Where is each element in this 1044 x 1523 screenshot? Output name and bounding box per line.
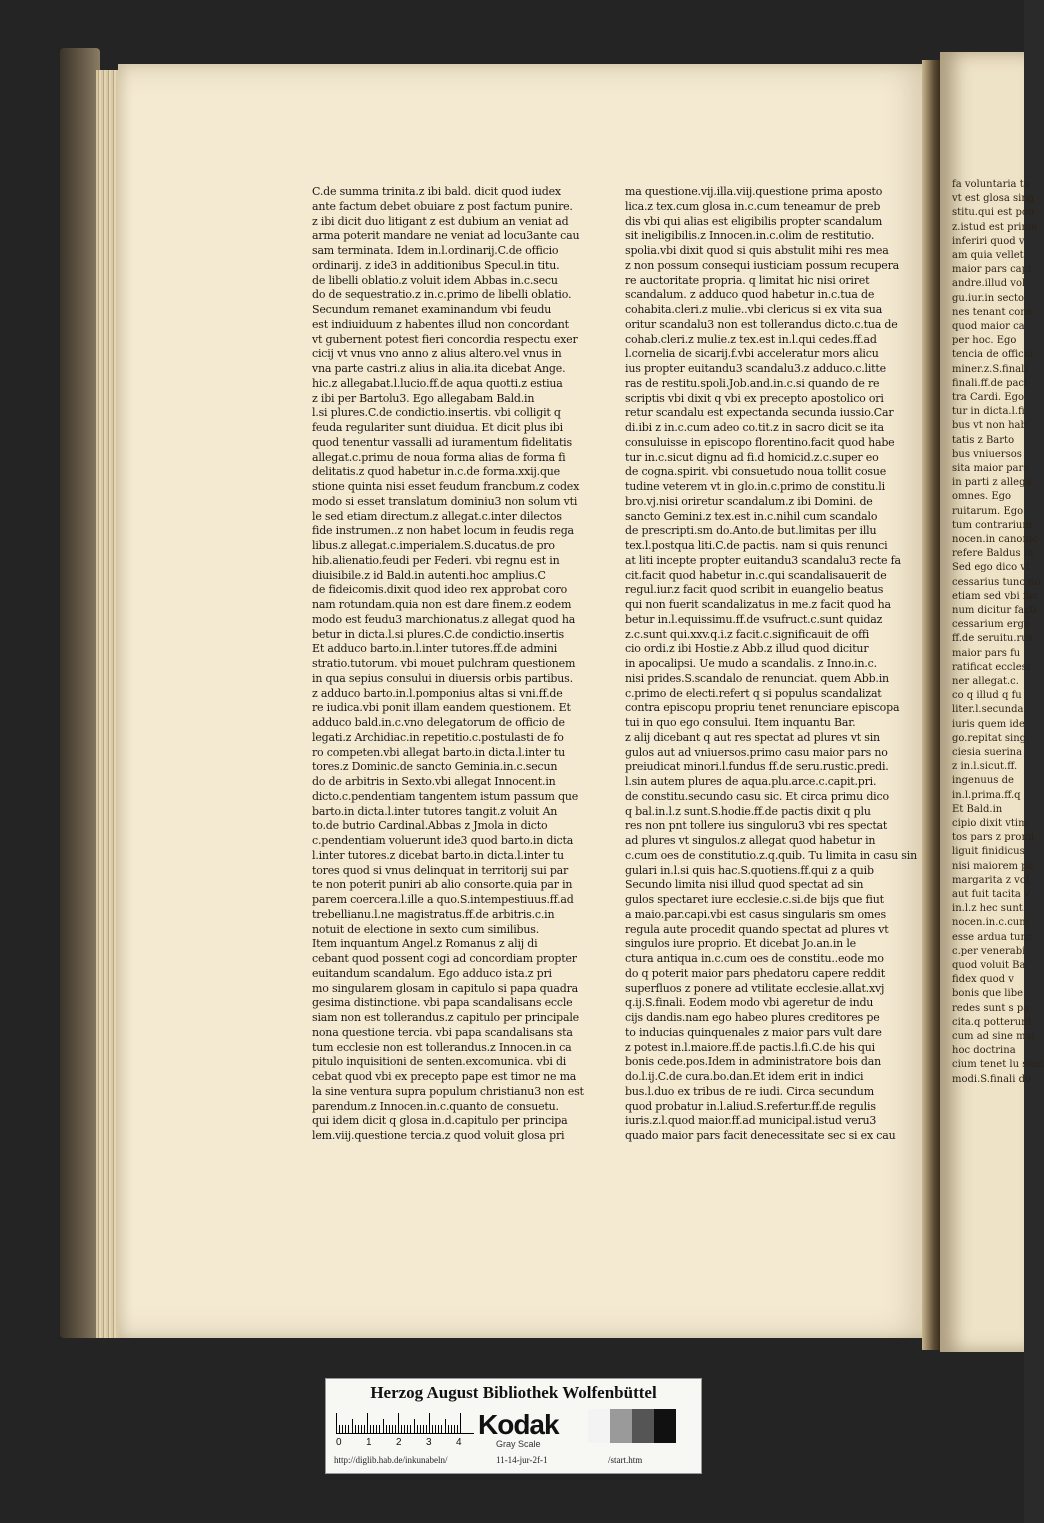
text-line: tum ecclesie non est tollerandus.z Innocen.in ca [312,1040,572,1054]
text-line: num dicitur facti [952,605,1037,616]
ruler-tick [392,1425,393,1433]
text-line: c.pendentiam voluerunt ide3 quod barto.in dicta [312,834,574,847]
text-line: singulos iure proprio. Et dicebat Jo.an.in le [625,937,856,951]
text-line: tudine veterem vt in glo.in.c.primo de constitu.li [625,480,885,493]
text-line: de prescripti.sm do.Anto.de but.limitas per illu [625,524,877,538]
text-line: to inducias quinquenales z maior pars vult dare [625,1025,882,1039]
text-line: nocen.in canonic [952,534,1038,545]
ruler-tick [460,1413,461,1433]
text-line: tur in.c.sicut dignu ad fi.d homicid.z.c.super eo [625,450,879,464]
text-line: esse ardua tunc [952,931,1033,943]
text-line: regula aute procedit quando spectat ad plures vt [625,922,889,936]
text-line: tores quod si vnus delinquat in territorij sui par [312,863,569,877]
ruler-tick [370,1425,371,1433]
text-line: spolia.vbi dixit quod si quis abstulit mihi res mea [625,244,889,257]
gray-swatch [610,1409,632,1443]
text-line: redes sunt s pa [952,1002,1030,1014]
ruler-tick [410,1425,411,1433]
text-line: stratio.tutorum. vbi mouet pulchram questionem [312,657,576,670]
text-line: qui idem dicit q glosa in.d.capitulo per principa [312,1114,568,1128]
ruler-tick [358,1425,359,1433]
text-line: z non possum consequi iusticiam possum recupera [625,258,900,272]
text-line: la sine ventura supra populum christianu3 non est [312,1084,584,1098]
card-title: Herzog August Bibliothek Wolfenbüttel [370,1383,657,1402]
text-line: modi.S.finali do [952,1073,1032,1085]
text-line: trebellianu.l.ne magistratus.ff.de arbitris.c.in [312,907,555,921]
text-line: ruitarum. Ego [952,505,1024,517]
text-line: z alij dicebant q aut res spectat ad plures vt sin [625,730,880,744]
scale-number: 2 [396,1437,402,1448]
text-line: le sed etiam directum.z allegat.c.inter dilectos [312,509,562,523]
text-line: nisi maiorem pa [952,860,1034,872]
text-line: Item inquantum Angel.z Romanus z alij di [312,937,538,951]
text-line: vt gubernent potest fieri concordia respectu exer [312,332,578,346]
text-line: ner allegat.c. [952,676,1019,687]
text-line: fa voluntaria tu [952,179,1031,190]
text-line: cohab.cleri.z mulie.z tex.est in.l.qui cedes.ff.ad [625,332,877,346]
text-line: refere Baldus in [952,548,1034,560]
text-line: a maio.par.capi.vbi est casus singularis sm omes [625,907,886,921]
text-line: Et adduco barto.in.l.inter tutores.ff.de admini [312,642,558,656]
text-line: to.de butrio Cardinal.Abbas z Jmola in dicto [312,819,548,833]
text-line: vt est glosa sing [952,193,1035,205]
text-line: q.ij.S.finali. Eodem modo vbi ageretur de indu [625,996,874,1010]
ruler-tick [364,1425,365,1433]
text-line: euitandum scandalum. Ego adduco ista.z pri [312,966,552,980]
text-line: diuisibile.z id Bald.in autenti.hoc amplius.C [312,568,546,582]
text-line: nes tenant cons [952,306,1032,318]
text-line: modo si esset translatum dominiu3 non solum vti [312,494,578,508]
text-line: quod tenentur vassalli ad iuramentum fidelitatis [312,435,572,449]
text-line: scandalum. z adduco quod habetur in.c.tua de [625,288,875,302]
text-line: gu.iur.in secto [952,292,1025,304]
text-line: lica.z tex.cum glosa in.c.cum teneamur de preb [625,199,881,213]
text-line: te non poterit puniri ab alio consorte.quia par in [312,878,573,892]
text-line: fide instrumen..z non habet locum in feudis rega [312,524,574,538]
ruler-tick [420,1425,421,1433]
text-line: preiudicat minori.l.fundus ff.de seru.rustic.predi. [625,760,889,774]
text-line: aut fuit tacita v [952,889,1030,900]
text-line: lem.viij.questione tercia.z quod voluit glosa pri [312,1129,565,1142]
text-line: scriptis vbi dixit q vbi ex precepto apostolico ori [625,391,884,405]
text-line: liter.l.secunda [952,704,1024,716]
text-line: hib.alienatio.feudi per Federi. vbi regnu est in [312,553,560,567]
ruler-tick [429,1413,430,1433]
text-line: tur in dicta.l.fi [952,406,1025,418]
gray-swatch [632,1409,654,1443]
text-line: liguit finidicus [952,846,1025,858]
text-line: retur scandalu est expectanda secunda iussio.Car [625,406,894,420]
ruler-tick [457,1425,458,1433]
text-line: stitu.qui est pon [952,207,1035,219]
text-line: z in.l.sicut.ff. [952,761,1018,773]
text-line: mo singularem glosam in capitulo si papa quadra [312,981,579,995]
text-line: do de sequestratio.z in.c.primo de libelli oblatio. [312,288,572,302]
text-line: de fideicomis.dixit quod ideo rex approbat coro [312,583,568,597]
text-line: andre.illud vol [952,278,1026,290]
text-line: arma poterit mandare ne veniat ad locu3ante cau [312,229,580,243]
text-line: adduco bald.in.c.vno delegatorum de officio de [312,716,565,729]
text-line: cit.facit quod habetur in.c.qui scandalisauerit de [625,568,887,582]
text-line: cessarium ergo [952,619,1030,631]
text-line: tos pars z promi [952,832,1035,844]
text-line: bus vt non hab [952,420,1027,432]
text-line: iuris quem ide [952,718,1025,730]
text-line: z adduco barto.in.l.pomponius altas si vni.ff.de [312,686,563,700]
ruler-tick [389,1425,390,1433]
ruler-tick [336,1413,337,1433]
text-line: tatis z Barto [952,434,1015,446]
text-line: ad plures vt singulos.z allegat quod habetur in [625,834,876,847]
shelfmark: 11-14-jur-2f-1 [496,1455,548,1465]
text-line: z.c.sunt qui.xxv.q.i.z facit.c.significauit de offi [625,627,870,641]
text-line: nona questione tercia. vbi papa scandalisans sta [312,1025,573,1039]
text-line: ff.de seruitu.rus [952,633,1033,645]
ruler-tick [355,1425,356,1433]
text-line: quado maior pars facit denecessitate sec si ex cau [625,1129,896,1142]
text-line: feuda regulariter sunt diuidua. Et dicit plus ibi [312,421,563,434]
book-edge-shadow [60,48,100,1338]
text-line: in qua sepius consului in diuersis orbis partibus. [312,671,573,685]
text-line: c.per venerabi [952,945,1026,957]
text-line: allegat.c.primu de noua forma alias de forma fi [312,450,566,464]
text-line: regul.iur.z facit quod scribit in euangelio beatus [625,583,884,597]
text-line: am quia vellet [952,250,1024,261]
text-line: per hoc. Ego [952,335,1017,347]
scale-number: 4 [456,1437,462,1448]
text-line: notuit de electione in sexto cum similibus. [312,922,540,936]
text-line: est indiuiduum z habentes illud non concordant [312,317,569,331]
text-line: do q poterit maior pars phedatoru capere reddit [625,966,885,980]
ruler-tick [373,1425,374,1433]
text-line: cijs dandis.nam ego habeo plures creditores pe [625,1011,880,1024]
text-line: z ibi per Bartolu3. Ego allegabam Bald.in [312,391,535,405]
text-line: in apocalipsi. Ue mudo a scandalis. z Inno.in.c. [625,657,877,670]
ruler-tick [348,1425,349,1433]
text-line: maior pars capi [952,264,1032,276]
text-line: tencia de officio [952,349,1033,361]
text-line: hic.z allegabat.l.lucio.ff.de aqua quotti.z estiua [312,376,563,390]
ruler-tick [342,1425,343,1433]
text-line: tra Cardi. Ego [952,392,1025,403]
text-line: q bal.in.l.z sunt.S.hodie.ff.de pactis dixit q plu [625,804,871,818]
kodak-logo: Kodak [478,1409,559,1440]
text-line: oritur scandalu3 non est tollerandus dicto.c.tua de [625,317,898,331]
text-line: hoc doctrina [952,1045,1016,1057]
text-line: Secundum remanet examinandum vbi feudu [312,303,552,316]
text-line: tui in quo ego consului. Item inquantu Bar. [625,716,856,729]
text-line: cebant quod possent cogi ad concordiam propter [312,952,577,965]
text-line: ro competen.vbi allegat barto.in dicta.l.inter tu [312,745,566,759]
text-line: co q illud q fu [952,690,1022,702]
ruler-tick [451,1425,452,1433]
ruler-scale [336,1411,474,1434]
text-line: quod voluit Ba [952,960,1026,971]
text-line: ratificat ecclesi [952,661,1030,673]
text-column-right [625,185,917,1144]
text-line: parem coercera.l.ille a quo.S.intempestiuus.ff.ad [312,893,574,906]
ruler-tick [445,1419,446,1433]
text-line: delitatis.z quod habetur in.c.de forma.xxij.que [312,465,560,479]
text-line: in.l.prima.ff.q [952,789,1021,801]
ruler-tick [417,1425,418,1433]
text-line: cohabita.cleri.z mulie..vbi clericus si ex vita sua [625,303,883,316]
text-line: iuris.z.l.quod maior.ff.ad municipal.istud veru3 [625,1114,877,1128]
scale-number: 3 [426,1437,432,1448]
text-line: nisi prides.S.scandalo de renunciat. quem Abb.in [625,671,889,685]
text-line: de constitu.secundo casu sic. Et circa primu dico [625,789,889,803]
text-line: barto.in dicta.l.inter tutores tangit.z voluit An [312,804,558,818]
text-line: sita maior pars [952,463,1029,474]
ruler-tick [435,1425,436,1433]
text-line: tum contrarium [952,519,1032,531]
ruler-tick [423,1425,424,1433]
ruler-tick [395,1425,396,1433]
text-line: in.l.z hec sunt. [952,903,1026,915]
text-line: c.primo de electi.refert q si populus scandalizat [625,686,882,700]
text-line: qui non fuerit scandalizatus in me.z facit quod ha [625,598,891,611]
text-line: Secundo limita nisi illud quod spectat ad sin [625,878,864,892]
text-line: ius propter euitandu3 scandalu3.z adduco.c.litte [625,362,886,375]
text-line: margarita z vol [952,874,1030,886]
text-line: de cogna.spirit. vbi consuetudo noua tollit cosue [625,465,887,479]
gray-swatch [588,1409,610,1443]
ruler-tick [367,1413,368,1433]
text-line: quod probatur in.l.aliud.S.refertur.ff.de regulis [625,1099,876,1113]
ruler-tick [448,1425,449,1433]
text-line: ras de restitu.spoli.Job.and.in.c.si quando de re [625,376,880,390]
gray-swatch [654,1409,676,1443]
text-line: res non pnt tollere ius singuloru3 vbi res spectat [625,819,888,833]
text-line: Et Bald.in [952,803,1003,815]
ruler-tick [352,1419,353,1433]
text-line: tex.l.postqua liti.C.de pactis. nam si quis renunci [625,539,888,552]
text-line: C.de summa trinita.z ibi bald. dicit quod iudex [312,185,561,198]
text-line: go.repitat sing [952,732,1027,744]
ruler-tick [414,1419,415,1433]
text-line: de libelli oblatio.z voluit idem Abbas in.c.secu [312,273,558,287]
text-line: sancto Gemini.z tex.est in.c.nihil cum scandalo [625,509,878,523]
ruler-tick [379,1425,380,1433]
text-line: nam rotundam.quia non est dare finem.z eodem [312,598,572,611]
text-line: siam non est tollerandus.z capitulo per principale [312,1011,579,1024]
text-line: do.l.ij.C.de cura.bo.dan.Et idem erit in indici [625,1070,864,1083]
text-line: bonis cede.pos.Idem in administratore bois dan [625,1055,882,1069]
right-page-fragment [940,52,1044,1352]
text-line: ingenuus de [952,775,1014,787]
text-line: betur in dicta.l.si plures.C.de condictio.insertis [312,627,564,641]
text-line: di.ibi z in.c.cum adeo co.tit.z in sacro dicit se ita [625,421,884,434]
text-line: Sed ego dico vt [952,562,1030,574]
text-line: cum ad sine maj [952,1031,1035,1042]
text-column-left [312,185,596,1144]
text-line: cessarius tunc no [952,576,1041,588]
text-line: gulos aut ad vniuersos.primo casu maior pars no [625,745,888,759]
text-line: c.cum oes de constitutio.z.q.quib. Tu limita in casu sin [625,848,917,862]
text-line: z ibi dicit duo litigant z est dubium an veniat ad [312,214,569,228]
text-line: ciesia suerina [952,747,1023,758]
text-line: omnes. Ego [952,491,1012,503]
text-line: dicto.c.pendentiam tangentem istum passum que [312,789,579,803]
text-line: dis vbi qui alias est eligibilis propter scandalum [625,214,883,228]
text-line: nocen.in.c.cum [952,917,1029,929]
text-line: superfluos z ponere ad vtilitate ecclesie.allat.xvj [625,981,885,995]
ruler-tick [345,1425,346,1433]
text-line: cium tenet lu sunt [952,1059,1044,1071]
start-link: /start.htm [608,1455,643,1465]
text-line: gulari in.l.si quis hac.S.quotiens.ff.qui z a quib [625,863,874,877]
text-line: ma questione.vij.illa.viij.questione prima aposto [625,185,883,198]
ruler-tick [432,1425,433,1433]
text-line: cita.q potterunt [952,1016,1032,1028]
text-line: finali.ff.de pact [952,377,1029,389]
text-line: etiam sed vbi fac [952,590,1039,602]
ruler-tick [376,1425,377,1433]
text-line: at liti incepte propter euitandu3 scandalu3 recte fa [625,553,901,567]
text-line: bro.vj.nisi oriretur scandalum.z ibi Domini. de [625,494,873,508]
ruler-tick [441,1425,442,1433]
text-line: z potest in.l.maiore.ff.de pactis.l.fi.C.de his qui [625,1040,875,1054]
text-line: do de arbitris in Sexto.vbi allegat Innocent.in [312,775,556,788]
text-line: pitulo inquisitioni de senten.excomunica. vbi di [312,1055,567,1069]
text-line: betur in.l.equissimu.ff.de vsufruct.c.sunt quidaz [625,612,883,626]
text-line: bonis que libe [952,988,1024,1000]
text-line: z.istud est primu [952,221,1038,233]
text-line: gesima distinctione. vbi papa scandalisans eccle [312,996,573,1010]
text-line: maior pars fu [952,647,1021,659]
text-line: l.cornelia de sicarij.f.vbi acceleratur mors alicu [625,347,879,361]
text-line: libus.z allegat.c.imperialem.S.ducatus.de pro [312,539,555,552]
text-line: inferiri quod v [952,235,1025,247]
ruler-tick [398,1413,399,1433]
text-line: l.inter tutores.z dicebat barto.in dicta.l.inter tu [312,848,564,862]
text-line: ante factum debet obuiare z post factum punire. [312,199,573,213]
text-line: bus.l.duo ex tribus de re iudi. Circa secundum [625,1084,874,1098]
text-line: parendum.z Innocen.in.c.quanto de consuetu. [312,1099,559,1113]
ruler-tick [386,1425,387,1433]
ruler-tick [401,1425,402,1433]
text-line: in parti z allega [952,477,1032,489]
text-line: re iudica.vbi ponit illam eandem questionem. Et [312,701,571,715]
text-line: cio ordi.z ibi Hostie.z Abb.z illud quod dicitur [625,642,869,656]
text-line: bus vniuersos [952,448,1022,460]
text-line: fidex quod v [952,974,1014,986]
text-line: consuluisse in episcopo florentino.facit quod habe [625,435,895,449]
text-line: quod maior ca [952,321,1025,332]
text-line: tores.z Dominic.de sancto Geminia.in.c.secun [312,760,558,774]
text-line: cipio dixit vtim [952,818,1028,829]
text-line: sam terminata. Idem in.l.ordinarij.C.de officio [312,244,559,257]
text-line: legati.z Archidiac.in repetitio.c.postulasti de fo [312,730,564,744]
scale-number: 1 [366,1437,372,1448]
text-line: re auctoritate propria. q limitat hic nisi oriret [625,273,870,287]
ruler-tick [404,1425,405,1433]
text-line: l.si plures.C.de condictio.insertis. vbi colligit q [312,406,561,420]
text-line: contra episcopu propriu tenet renunciare episcopa [625,701,900,715]
text-line: sit ineligibilis.z Innocen.in.c.olim de restitutio. [625,229,875,243]
text-line: cicij vt vnus vno anno z alius altero.vel vnus in [312,347,562,361]
ruler-tick [454,1425,455,1433]
text-line: l.sin autem plures de aqua.plu.arce.c.capit.pri. [625,775,877,788]
text-line: cebat quod vbi ex precepto pape est timor ne ma [312,1070,577,1083]
text-line: stione quinta nisi esset feudum francbum.z codex [312,480,580,493]
card-url: http://diglib.hab.de/inkunabeln/ [334,1455,448,1465]
text-line: vna parte castri.z alius in alia.ita dicebat Ange. [312,362,566,375]
book-gutter [922,60,942,1350]
color-card [325,1378,702,1474]
gray-scale-label: Gray Scale [496,1439,541,1449]
ruler-tick [426,1425,427,1433]
text-line: gulos spectaret iure ecclesie.c.si.de bijs que fiut [625,893,884,906]
ruler-tick [407,1425,408,1433]
ruler-tick [339,1425,340,1433]
text-line: ordinarij. z ide3 in additionibus Specul.in titu. [312,258,560,272]
ruler-tick [383,1419,384,1433]
text-line: miner.z.S.finali [952,363,1028,375]
text-line: modo est feudu3 marchionatus.z allegat quod ha [312,612,576,626]
ruler-tick [361,1425,362,1433]
scale-number: 0 [336,1437,342,1448]
ruler-tick [438,1425,439,1433]
text-line: ctura antiqua in.c.cum oes de constitu..eode mo [625,952,884,965]
